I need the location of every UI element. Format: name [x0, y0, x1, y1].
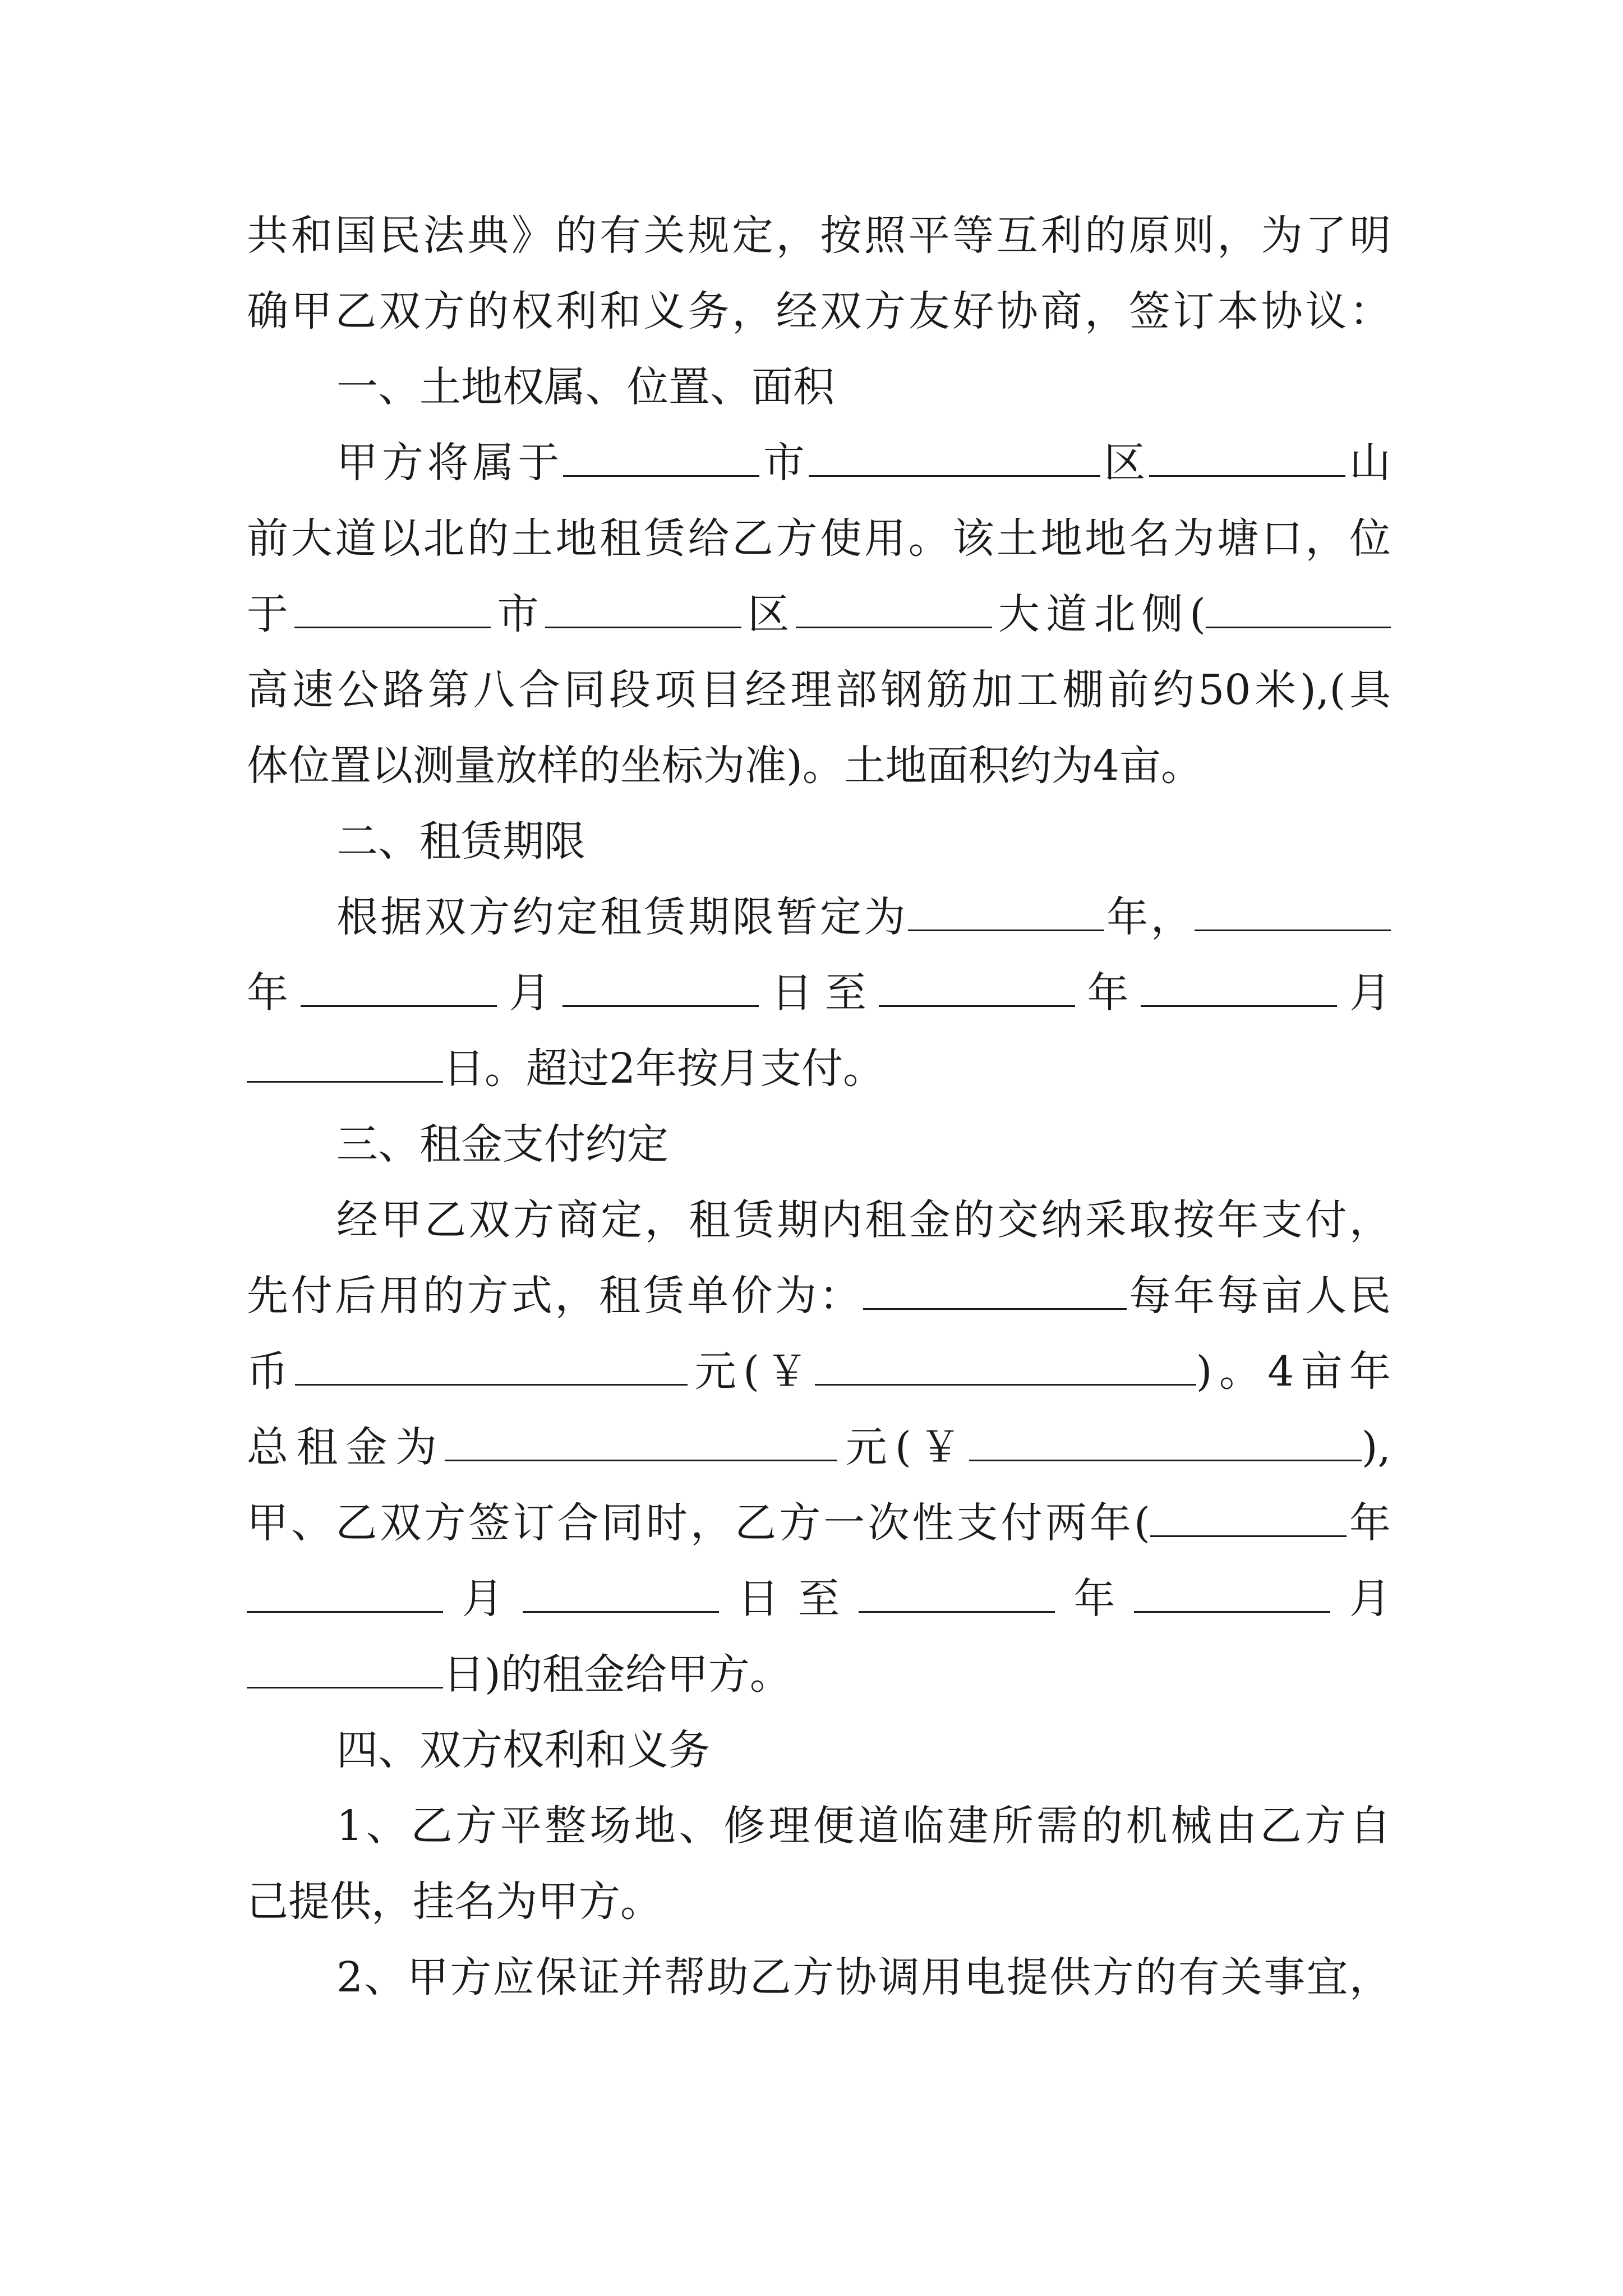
fill-in-blank[interactable] [247, 1650, 443, 1688]
fill-in-blank[interactable] [1149, 438, 1345, 477]
text-line: 己提供，挂名为甲方。 [247, 1878, 662, 1926]
text-line: 日)的租金给甲方。 [247, 1646, 1391, 1703]
fill-in-blank[interactable] [863, 1271, 1127, 1310]
fill-in-blank[interactable] [796, 590, 992, 628]
section-heading: 三、租金支付约定 [336, 1120, 668, 1168]
fill-in-blank[interactable] [247, 1574, 443, 1613]
text-line: 2、甲方应保证并帮助乙方协调用电提供方的有关事宜， [336, 1953, 1391, 2001]
text-line: 月 日至 年 月 [247, 1571, 1391, 1627]
fill-in-blank[interactable] [969, 1423, 1362, 1461]
text-line: 先付后用的方式，租赁单价为： 每年每亩人民 [247, 1272, 1391, 1320]
fill-in-blank[interactable] [815, 1347, 1196, 1386]
fill-in-blank[interactable] [445, 1423, 837, 1461]
text-line: 前大道以北的土地租赁给乙方使用。该土地地名为塘口，位 [247, 514, 1391, 563]
text-line: 确甲乙双方的权利和义务，经双方友好协商，签订本协议： [247, 287, 1391, 335]
fill-in-blank[interactable] [294, 590, 491, 628]
section-heading: 四、双方权利和义务 [336, 1726, 710, 1774]
text-line: 共和国民法典》的有关规定，按照平等互利的原则，为了明 [247, 211, 1391, 260]
fill-in-blank[interactable] [523, 1574, 719, 1613]
text-line: 甲方将属于 市 区 山 [336, 439, 1391, 487]
fill-in-blank[interactable] [1206, 590, 1391, 628]
fill-in-blank[interactable] [301, 968, 497, 1007]
text-line: 经甲乙双方商定，租赁期内租金的交纳采取按年支付， [336, 1196, 1391, 1244]
text-line: 1、乙方平整场地、修理便道临建所需的机械由乙方自 [336, 1802, 1391, 1850]
text-line: 日。超过2年按月支付。 [247, 1041, 1391, 1097]
text-line: 甲、乙双方签订合同时，乙方一次性支付两年( 年 [247, 1499, 1391, 1547]
fill-in-blank[interactable] [1150, 1498, 1347, 1537]
fill-in-blank[interactable] [1141, 968, 1337, 1007]
fill-in-blank[interactable] [562, 968, 759, 1007]
section-heading: 一、土地权属、位置、面积 [336, 363, 834, 411]
text-line: 根据双方约定租赁期限暂定为 年， [336, 889, 1391, 945]
text-line: 高速公路第八合同段项目经理部钢筋加工棚前约50米),(具 [247, 666, 1391, 714]
fill-in-blank[interactable] [859, 1574, 1055, 1613]
fill-in-blank[interactable] [295, 1347, 688, 1386]
fill-in-blank[interactable] [1134, 1574, 1330, 1613]
text-line: 币 元(￥ )。4亩年 [247, 1347, 1391, 1396]
fill-in-blank[interactable] [1195, 892, 1391, 931]
text-line: 于 市 区 大道北侧( [247, 586, 1391, 642]
fill-in-blank[interactable] [563, 438, 759, 477]
text-line: 总租金为 元(￥ ), [247, 1423, 1391, 1471]
fill-in-blank[interactable] [247, 1044, 443, 1083]
fill-in-blank[interactable] [908, 892, 1104, 931]
fill-in-blank[interactable] [879, 968, 1075, 1007]
fill-in-blank[interactable] [545, 590, 741, 628]
text-line: 体位置以测量放样的坐标为准)。土地面积约为4亩。 [247, 742, 1202, 790]
text-line: 年 月 日至 年 月 [247, 969, 1391, 1017]
section-heading: 二、租赁期限 [336, 817, 585, 866]
fill-in-blank[interactable] [809, 438, 1100, 477]
